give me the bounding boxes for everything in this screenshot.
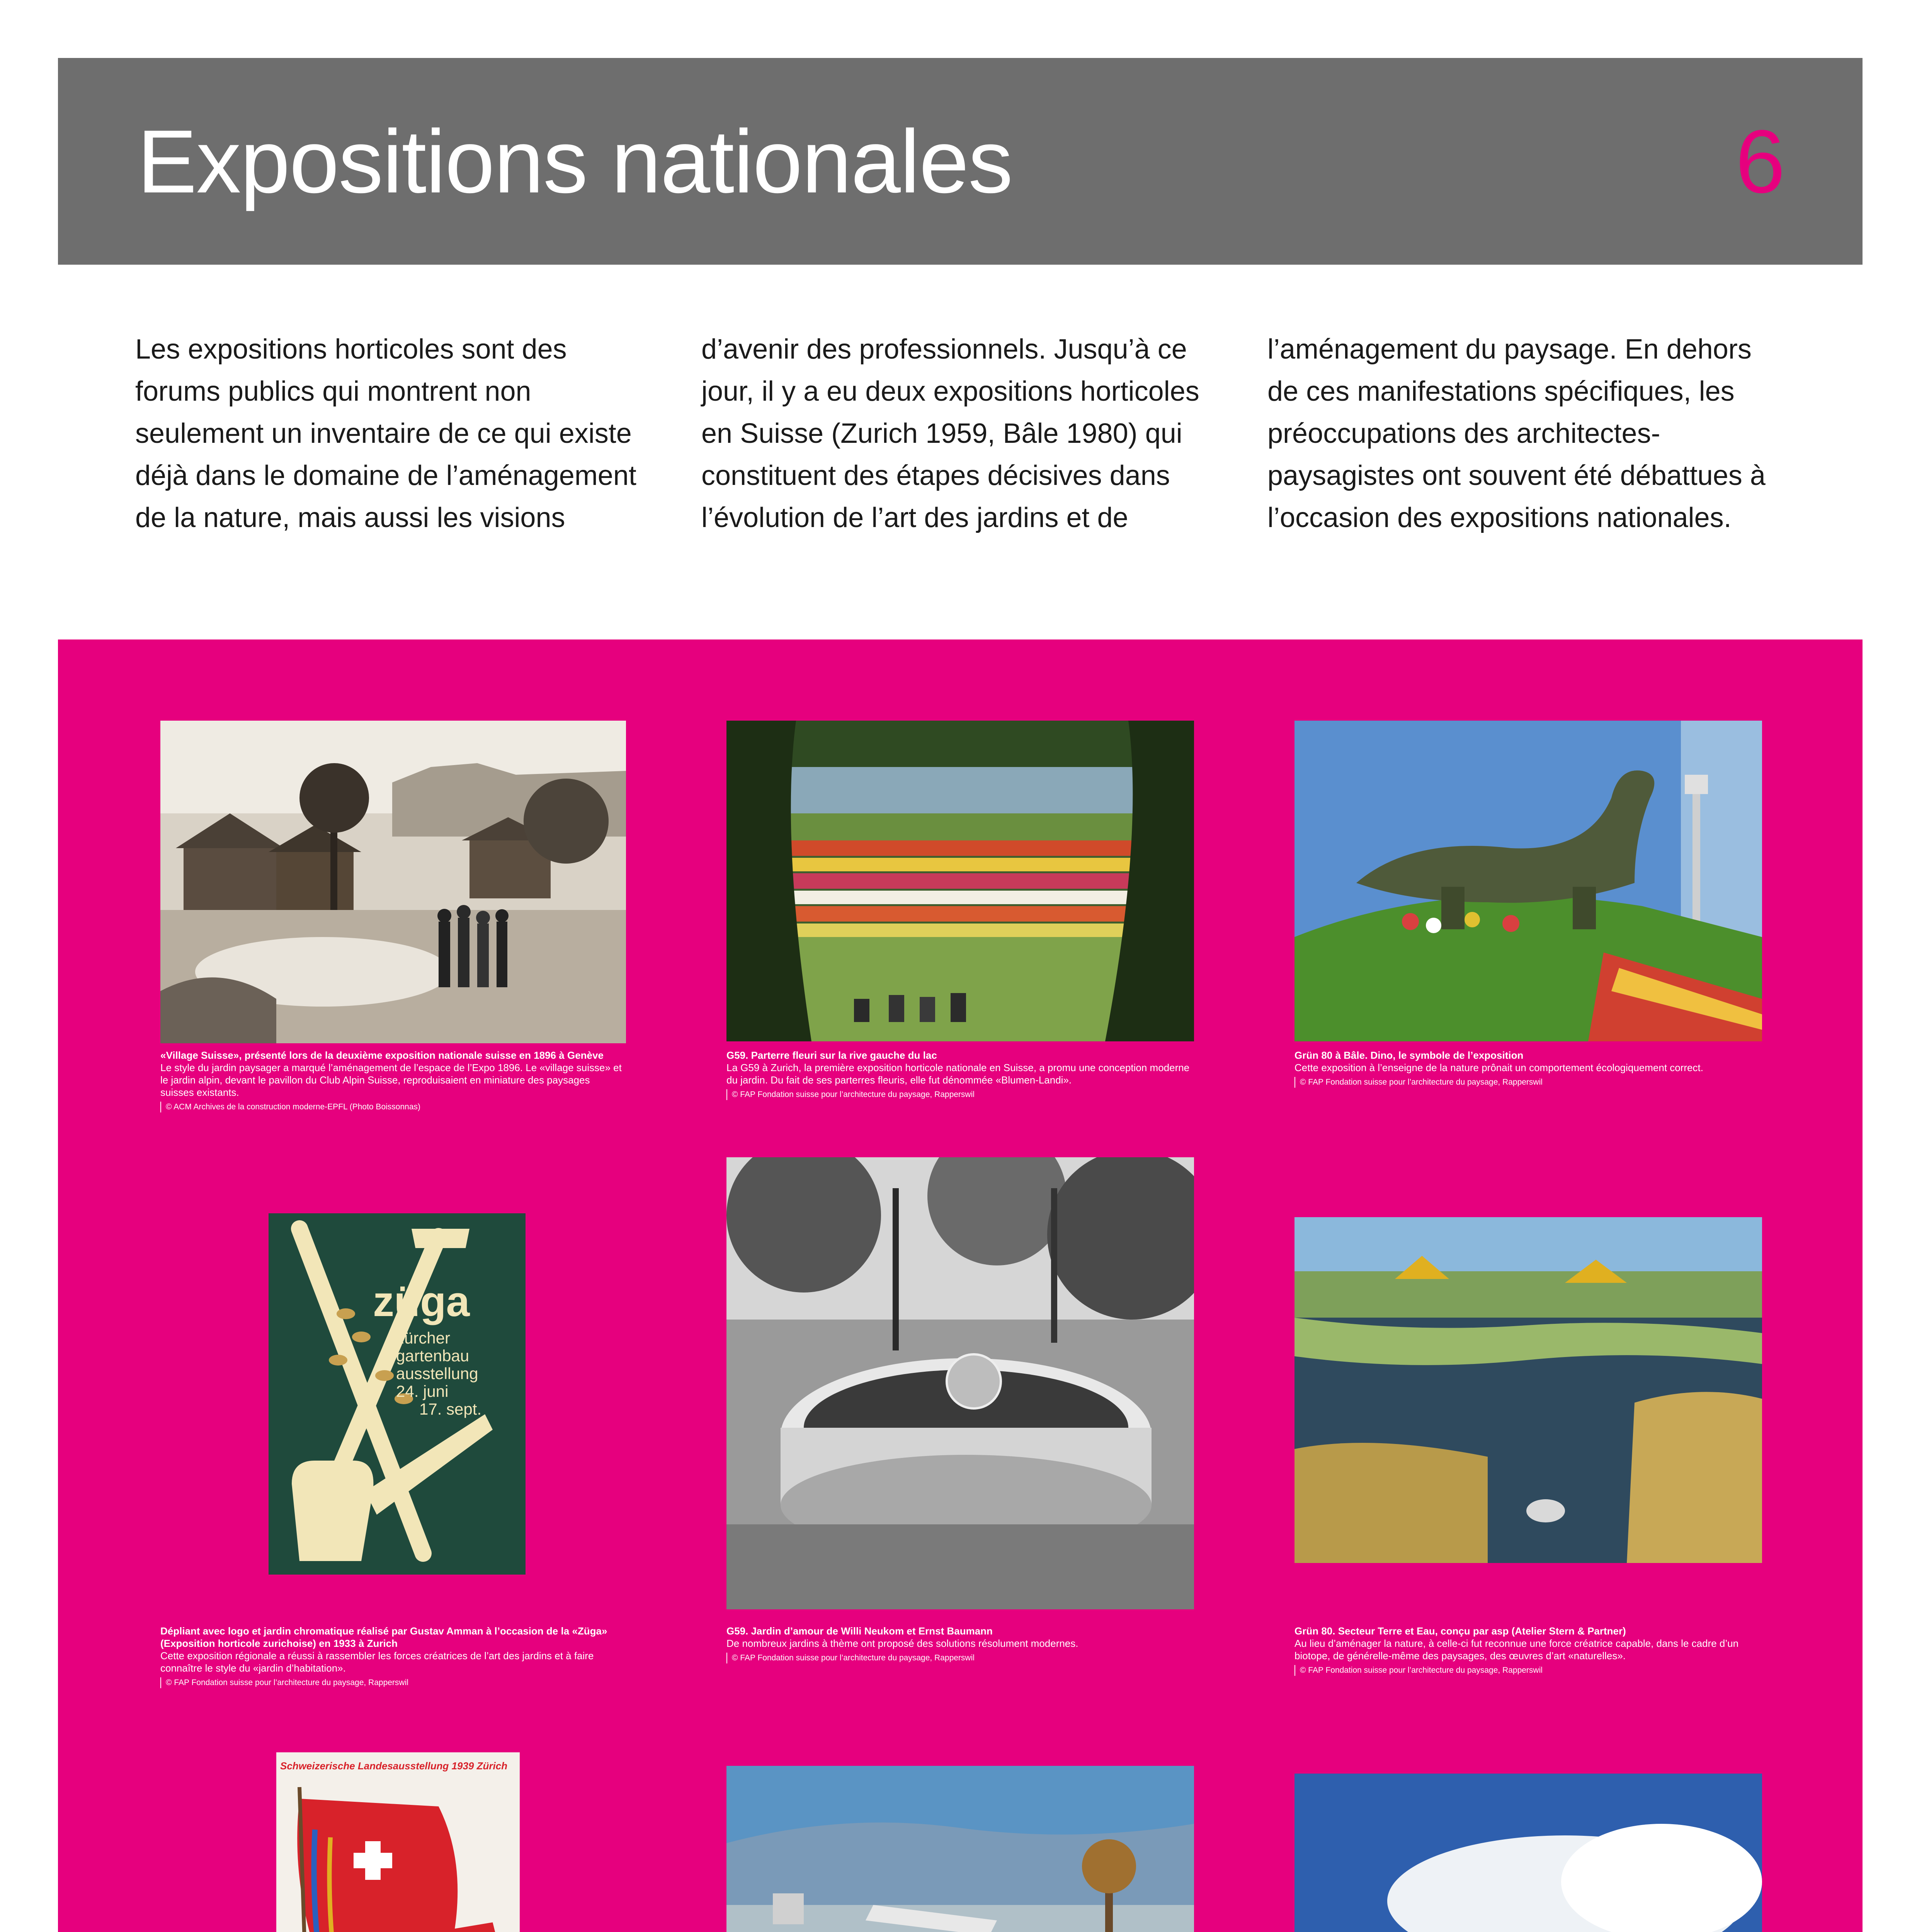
photo-jardin-amour: [726, 1157, 1194, 1609]
caption-credit: © FAP Fondation suisse pour l’architecture du paysage, Rapperswil: [160, 1677, 626, 1688]
intro-text: [135, 328, 1781, 539]
caption-6: [1294, 1625, 1762, 1676]
poster-zuga-lines: [396, 1329, 481, 1418]
intro-column-1: Les expositions horticoles sont des forums publics qui montrent non seulement un inventaire de ce qui existe déjà dans le domaine de l’aménagement de la nature, mais aussi les visions: [135, 334, 636, 533]
caption-credit: © FAP Fondation suisse pour l’architecture du paysage, Rapperswil: [726, 1089, 1194, 1100]
caption-body: La G59 à Zurich, la première exposition horticole nationale en Suisse, a promu une conception moderne du jardin. Du fait de ses parterres fleuris, elle fut dénommée «Blumen-Landi».: [726, 1062, 1190, 1086]
caption-credit: © ACM Archives de la construction moderne-EPFL (Photo Boissonnas): [160, 1102, 626, 1112]
photo-g59-parterre: [726, 721, 1194, 1041]
header-band: [58, 58, 1863, 265]
caption-title: G59. Parterre fleuri sur la rive gauche du lac: [726, 1049, 937, 1061]
caption-5: [726, 1625, 1194, 1663]
poster-line: ausstellung: [396, 1364, 478, 1383]
poster-landi-text: Schweizerische Landesausstellung 1939 Zürich: [280, 1760, 508, 1772]
photo-expo64: [726, 1766, 1194, 1932]
intro-column-3: l’aménagement du paysage. En dehors de ces manifestations spécifiques, les préoccupations des architectes-paysagistes ont souvent été débattues à l’occasion des expositions nationales.: [1267, 334, 1766, 533]
poster-line: zürcher: [396, 1329, 451, 1347]
poster-line: 24. juni: [396, 1382, 449, 1400]
poster-zuga-title: züga: [373, 1278, 470, 1325]
caption-title: Grün 80 à Bâle. Dino, le symbole de l’exposition: [1294, 1049, 1524, 1061]
caption-1: [160, 1049, 626, 1112]
caption-credit: © FAP Fondation suisse pour l’architecture du paysage, Rapperswil: [1294, 1665, 1762, 1676]
caption-body: De nombreux jardins à thème ont proposé des solutions résolument modernes.: [726, 1638, 1078, 1649]
poster-line: gartenbau: [396, 1347, 469, 1365]
caption-body: Au lieu d’aménager la nature, à celle-ci fut reconnue une force créatrice capable, dans le cadre d’un biotope, de générelle-même des paysages, des œuvres d’art «naturelles».: [1294, 1638, 1739, 1662]
caption-title: G59. Jardin d’amour de Willi Neukom et Ernst Baumann: [726, 1625, 993, 1637]
photo-village-suisse: [160, 721, 626, 1043]
caption-4: [160, 1625, 626, 1688]
poster-line: 17. sept.: [419, 1400, 482, 1418]
caption-title: Grün 80. Secteur Terre et Eau, conçu par asp (Atelier Stern & Partner): [1294, 1625, 1626, 1637]
poster-zuga: [269, 1213, 526, 1575]
caption-2: [726, 1049, 1194, 1100]
poster-landi: [276, 1752, 520, 1932]
photo-grun80-dino: [1294, 721, 1762, 1041]
caption-title: Dépliant avec logo et jardin chromatique réalisé par Gustav Amman à l’occasion de la «Züga» (Exposition horticole zurichoise) en 1933 à Zurich: [160, 1625, 607, 1649]
caption-title: «Village Suisse», présenté lors de la deuxième exposition nationale suisse en 1896 à Genève: [160, 1049, 604, 1061]
photo-expo02-nuage: [1294, 1774, 1762, 1932]
caption-credit: © FAP Fondation suisse pour l’architecture du paysage, Rapperswil: [1294, 1077, 1762, 1088]
gallery-panel: [58, 639, 1863, 1932]
caption-credit: © FAP Fondation suisse pour l’architecture du paysage, Rapperswil: [726, 1653, 1194, 1663]
photo-terre-et-eau: [1294, 1217, 1762, 1563]
caption-3: [1294, 1049, 1762, 1088]
caption-body: Le style du jardin paysager a marqué l’aménagement de l’espace de l’Expo 1896. Le «village suisse» et le jardin alpin, devant le pavillon du Club Alpin Suisse, reproduisaient en miniature des paysages suisses existants.: [160, 1062, 622, 1098]
intro-column-2: d’avenir des professionnels. Jusqu’à ce jour, il y a eu deux expositions horticoles en Suisse (Zurich 1959, Bâle 1980) qui constituent des étapes décisives dans l’évolution de l’art des jardins et de: [701, 334, 1199, 533]
caption-body: Cette exposition régionale a réussi à rassembler les forces créatrices de l’art des jardins et à faire connaître le style du «jardin d’habitation».: [160, 1650, 594, 1674]
page-title: Expositions nationales: [137, 112, 1012, 212]
caption-body: Cette exposition à l’enseigne de la nature prônait un comportement écologiquement correct.: [1294, 1062, 1703, 1073]
page-number: 6: [1735, 112, 1785, 212]
